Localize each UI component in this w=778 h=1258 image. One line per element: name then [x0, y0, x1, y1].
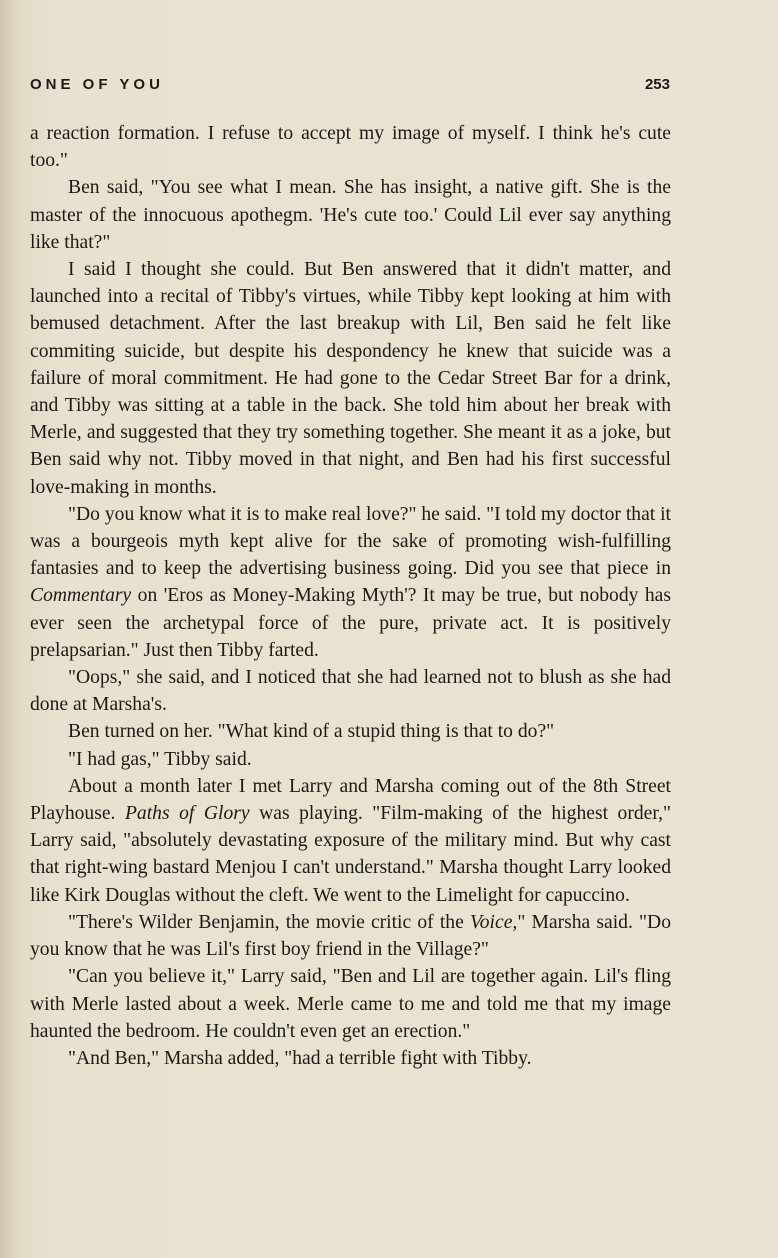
paragraph: I said I thought she could. But Ben answered that it didn't matter, and launched into a recital of Tibby's virtues, while Tibby kept looking at him with bemused detachment. After the last breakup with Lil, Ben said he felt like commiting suicide, but despite his despondency he knew that suicide was a failure of moral commitment. He had gone to the Cedar Street Bar for a drink, and Tibby was sitting at a table in the back. She told him about her break with Merle, and suggested that they try something together. She meant it as a joke, but Ben said why not. Tibby moved in that night, and Ben had his first successful love-making in months. — [30, 259, 671, 498]
text-run: "Do you know what it is to make real love?" he said. "I told my doctor that it was a bourgeois myth kept alive for the sake of promoting wish-fulfilling fantasies and to keep the advertising business going. Did you see that piece in — [30, 503, 671, 580]
paragraph: Ben turned on her. "What kind of a stupid thing is that to do?" — [68, 721, 555, 743]
text-run: on 'Eros as Money-Making Myth'? It may be true, but nobody has ever seen the archetypal force of the pure, private act. It is positively prelapsarian." Just then Tibby farted. — [30, 585, 671, 661]
paragraph: "Oops," she said, and I noticed that she had learned not to blush as she had done at Marsha's. — [30, 667, 671, 716]
paragraph: "I had gas," Tibby said. — [68, 748, 252, 770]
paragraph — [30, 501, 671, 664]
paragraph: Ben said, "You see what I mean. She has insight, a native gift. She is the master of the innocuous apothegm. 'He's cute too.' Could Lil ever say anything like that?" — [30, 177, 671, 253]
text-run: About a month later I met Larry and Marsha coming out of the 8th Street Playhouse. — [30, 775, 671, 825]
italic-title: Voice, — [469, 911, 518, 933]
paragraph — [30, 773, 671, 909]
paragraph — [30, 909, 671, 963]
running-head: ONE OF YOU — [30, 76, 164, 93]
page-header — [30, 76, 670, 100]
paragraph: a reaction formation. I refuse to accept my image of myself. I think he's cute too." — [30, 123, 671, 172]
text-run: "There's Wilder Benjamin, the movie critic of the — [68, 911, 470, 933]
body-text — [30, 120, 671, 1072]
italic-title: Paths of Glory — [124, 803, 250, 825]
text-run: " Marsha said. "Do you know that he was Lil's first boy friend in the Village?" — [30, 911, 671, 961]
text-run: was playing. "Film-making of the highest order," Larry said, "absolutely devastating exposure of the military mind. But why cast that right-wing bastard Menjou I can't understand." Marsha thought Larry looked like Kirk Douglas without the cleft. We went to the Limelight for capuccino. — [30, 803, 671, 906]
paragraph: "And Ben," Marsha added, "had a terrible fight with Tibby. — [68, 1047, 532, 1069]
italic-title: Commentary — [30, 585, 132, 607]
paragraph: "Can you believe it," Larry said, "Ben and Lil are together again. Lil's fling with Merle lasted about a week. Merle came to me and told me that my image haunted the bedroom. He couldn't even get an erection." — [30, 966, 671, 1042]
page-number: 253 — [644, 76, 670, 93]
